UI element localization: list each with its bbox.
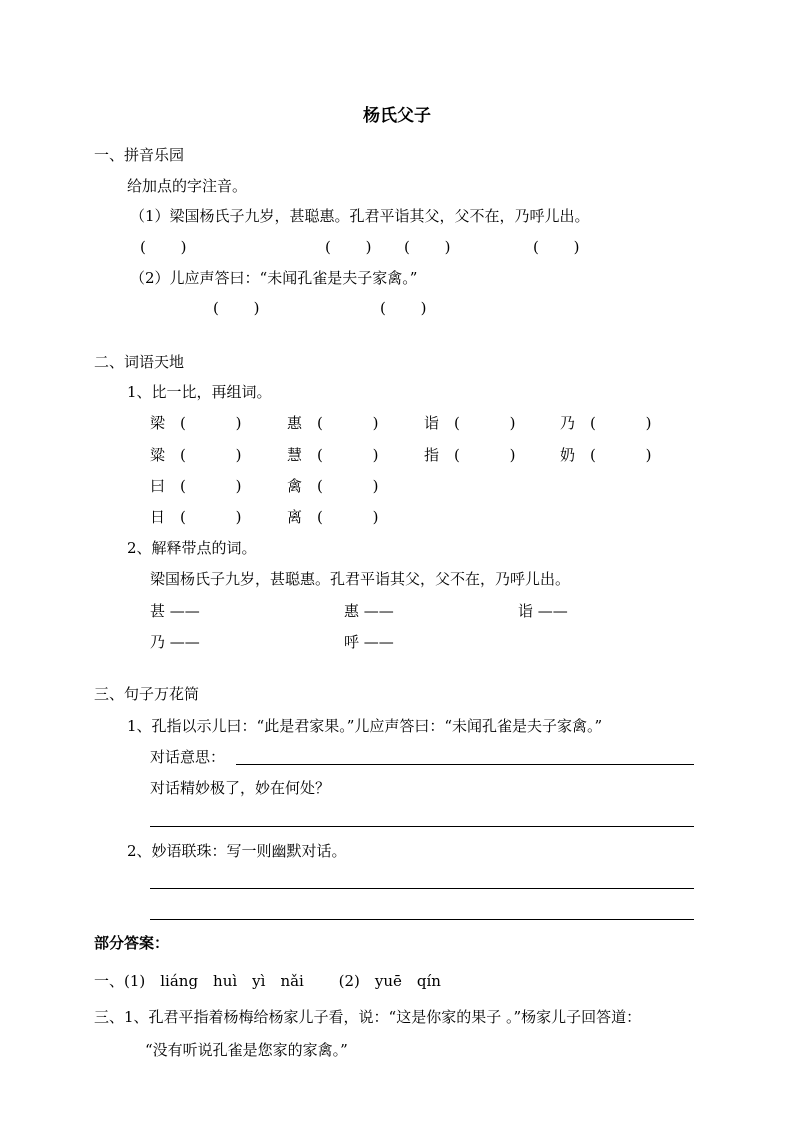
section-2-sub-2: 2、解释带点的词。 xyxy=(127,539,257,557)
word-blank[interactable]: ( ) xyxy=(317,508,379,526)
word-blank[interactable]: ( ) xyxy=(180,446,242,464)
word-blank[interactable]: ( ) xyxy=(317,446,379,464)
compare-char: 惠 xyxy=(287,414,303,432)
compare-char: 粱 xyxy=(150,446,166,464)
compare-char: 乃 xyxy=(560,414,576,432)
section-2-heading: 二、词语天地 xyxy=(94,353,185,371)
meaning-answer-line[interactable] xyxy=(236,764,694,765)
section-3-question-1: 1、孔指以示儿曰：“此是君家果。”儿应声答曰：“未闻孔雀是夫子家禽。” xyxy=(127,717,603,735)
answer-line[interactable] xyxy=(150,919,694,920)
section-1-question-1: （1）梁国杨氏子九岁，甚聪惠。孔君平诣其父，父不在，乃呼儿出。 xyxy=(130,207,590,225)
compare-char: 日 xyxy=(150,508,166,526)
compare-char: 指 xyxy=(424,446,440,464)
word-blank[interactable]: ( ) xyxy=(590,446,652,464)
meaning-label: 对话意思： xyxy=(150,748,226,766)
pinyin-blank[interactable]: ( ) xyxy=(380,299,427,317)
compare-char: 奶 xyxy=(560,446,576,464)
compare-char: 慧 xyxy=(287,446,303,464)
answer-line[interactable] xyxy=(150,888,694,889)
compare-char: 禽 xyxy=(287,477,303,495)
explain-item[interactable]: 乃 —— xyxy=(150,633,200,651)
compare-char: 梁 xyxy=(150,414,166,432)
pinyin-blank[interactable]: ( ) xyxy=(213,299,260,317)
pinyin-blank[interactable]: ( ) xyxy=(404,238,451,256)
pinyin-blank[interactable]: ( ) xyxy=(325,238,372,256)
answer-section-3-line-2: “没有听说孔雀是您家的家禽。” xyxy=(145,1041,348,1059)
answers-heading: 部分答案： xyxy=(94,934,170,952)
compare-char: 诣 xyxy=(424,414,440,432)
section-3-question-2: 2、妙语联珠：写一则幽默对话。 xyxy=(127,842,347,860)
explain-sentence: 梁国杨氏子九岁，甚聪惠。孔君平诣其父，父不在，乃呼儿出。 xyxy=(150,570,571,588)
section-3-question-1b: 对话精妙极了，妙在何处？ xyxy=(150,779,331,797)
pinyin-blank[interactable]: ( ) xyxy=(140,238,187,256)
compare-char: 离 xyxy=(287,508,303,526)
word-blank[interactable]: ( ) xyxy=(454,414,516,432)
section-1-instruction: 给加点的字注音。 xyxy=(127,177,248,195)
section-1-heading: 一、拼音乐园 xyxy=(94,146,185,164)
word-blank[interactable]: ( ) xyxy=(180,508,242,526)
compare-char: 曰 xyxy=(150,477,166,495)
word-blank[interactable]: ( ) xyxy=(317,414,379,432)
pinyin-blank[interactable]: ( ) xyxy=(533,238,580,256)
explain-item[interactable]: 呼 —— xyxy=(344,633,394,651)
answer-section-1: 一、(1) liáng huì yì nǎi (2) yuē qín xyxy=(94,972,441,990)
explain-item[interactable]: 诣 —— xyxy=(518,602,568,620)
word-blank[interactable]: ( ) xyxy=(180,414,242,432)
word-blank[interactable]: ( ) xyxy=(180,477,242,495)
section-1-question-2: （2）儿应声答曰：“未闻孔雀是夫子家禽。” xyxy=(130,269,418,287)
word-blank[interactable]: ( ) xyxy=(590,414,652,432)
answer-line[interactable] xyxy=(150,826,694,827)
word-blank[interactable]: ( ) xyxy=(317,477,379,495)
section-3-heading: 三、句子万花筒 xyxy=(94,685,200,703)
word-blank[interactable]: ( ) xyxy=(454,446,516,464)
explain-item[interactable]: 甚 —— xyxy=(150,602,200,620)
page-title: 杨氏父子 xyxy=(363,106,431,126)
answer-section-3-line-1: 三、1、孔君平指着杨梅给杨家儿子看，说：“这是你家的果子 。”杨家儿子回答道： xyxy=(94,1008,642,1026)
explain-item[interactable]: 惠 —— xyxy=(344,602,394,620)
section-2-sub-1: 1、比一比，再组词。 xyxy=(127,383,272,401)
